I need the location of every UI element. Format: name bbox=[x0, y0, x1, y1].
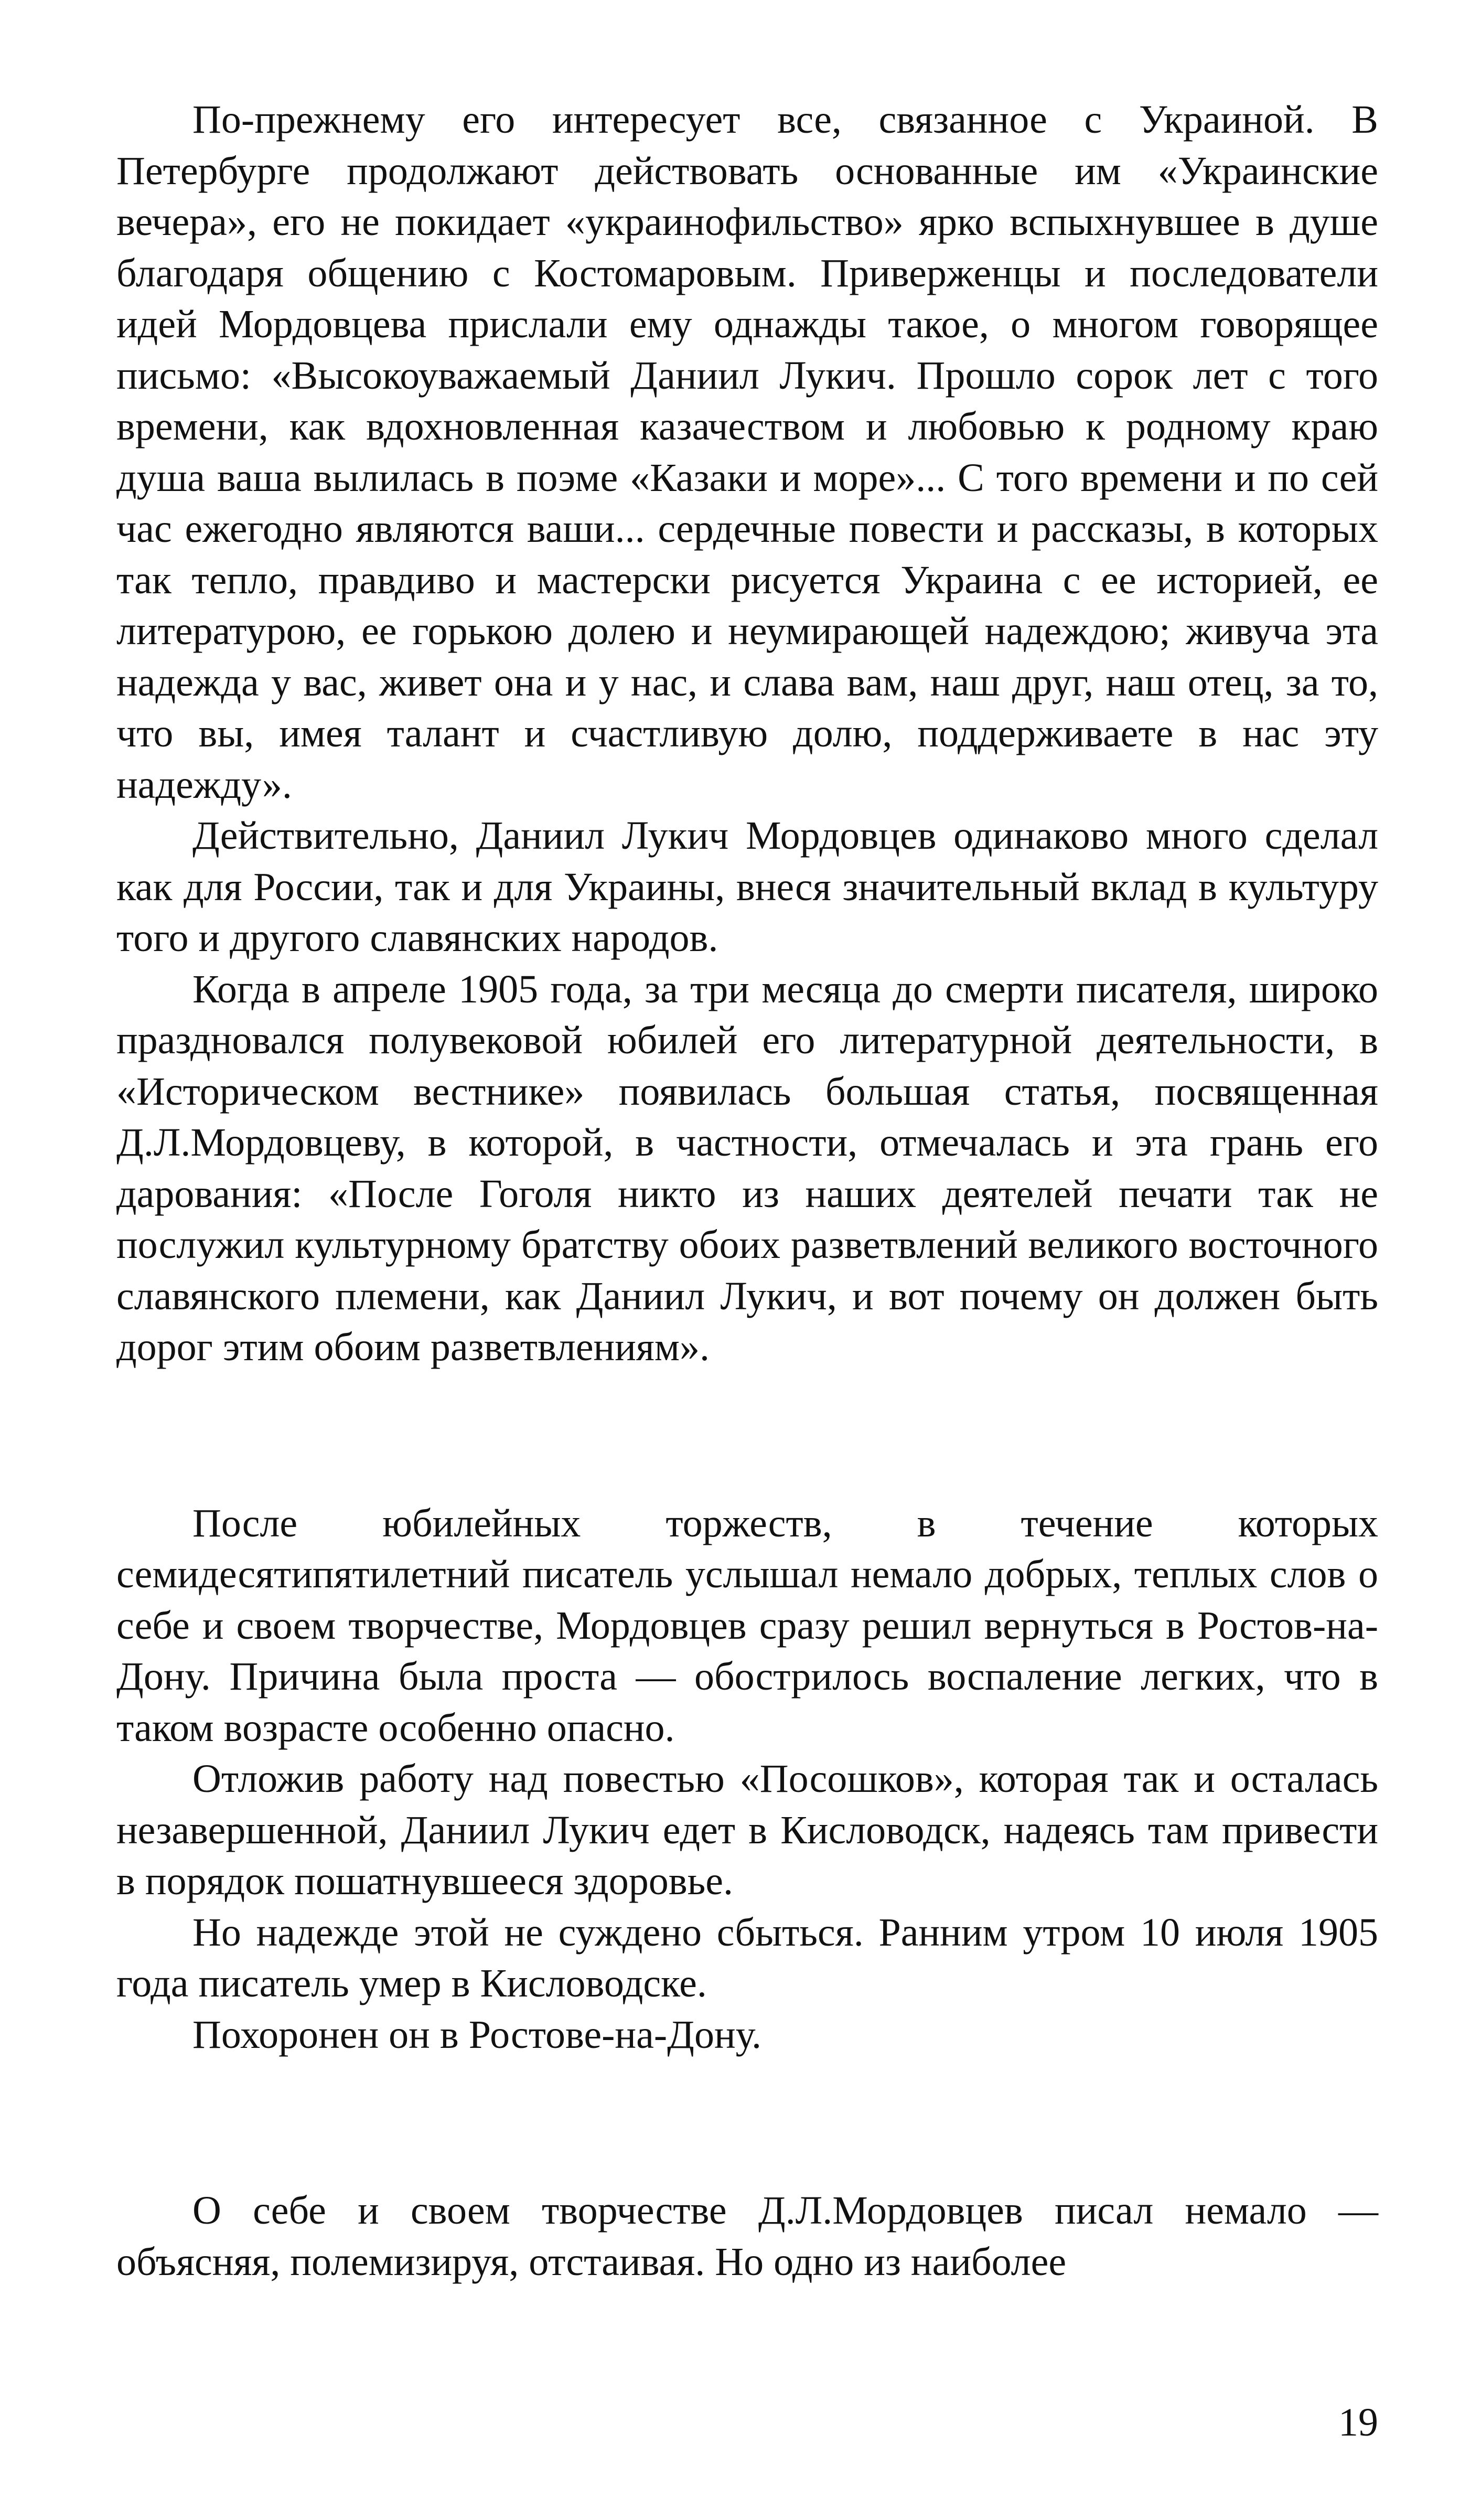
paragraph: Когда в апреле 1905 года, за три месяца до смерти писателя, широко праздновался полувековой юбилей его литературной деятельности, в «Историческом вестнике» появилась большая статья, посвященная Д.Л.Мордовцеву, в которой, в частности, отмечалась и эта грань его дарования: «После Гоголя никто из наших деятелей печати так не послужил культурному братству обоих разветвлений великого восточного славянского племени, как Даниил Лукич, и вот почему он должен быть дорог этим обоим разветвлениям». bbox=[116, 967, 1378, 1369]
section-break bbox=[116, 1373, 1378, 1498]
page-body bbox=[116, 94, 1378, 2288]
section-break bbox=[116, 2060, 1378, 2185]
paragraph: О себе и своем творчестве Д.Л.Мордовцев писал немало — объясняя, полемизируя, отстаивая. Но одно из наиболее bbox=[116, 2188, 1378, 2284]
paragraph: После юбилейных торжеств, в течение которых семидесятипятилетний писатель услышал немало добрых, теплых слов о себе и своем творчестве, Мордовцев сразу решил вернуться в Ростов-на-Дону. Причина была проста — обострилось воспаление легких, что в таком возрасте особенно опасно. bbox=[116, 1501, 1378, 1750]
page-number: 19 bbox=[1338, 2400, 1378, 2444]
paragraph: Действительно, Даниил Лукич Мордовцев одинаково много сделал как для России, так и для Украины, внеся значительный вклад в культуру того и другого славянских народов. bbox=[116, 814, 1378, 960]
paragraph: По-прежнему его интересует все, связанное с Украиной. В Петербурге продолжают действовать основанные им «Украинские вечера», его не покидает «украинофильство» ярко вспыхнувшее в душе благодаря общению с Костомаровым. Приверженцы и последователи идей Мордовцева прислали ему однажды такое, о многом говорящее письмо: «Высокоуважаемый Даниил Лукич. Прошло сорок лет с того времени, как вдохновленная казачеством и любовью к родному краю душа ваша вылилась в поэме «Казаки и море»... С того времени и по сей час ежегодно являются ваши... сердечные повести и рассказы, в которых так тепло, правдиво и мастерски рисуется Украина с ее историей, ее литературою, ее горькою долею и неумирающей надеждою; живуча эта надежда у вас, живет она и у нас, и слава вам, наш друг, наш отец, за то, что вы, имея талант и счастливую долю, поддерживаете в нас эту надежду». bbox=[116, 98, 1378, 807]
paragraph: Похоронен он в Ростове-на-Дону. bbox=[192, 2012, 762, 2057]
paragraph: Отложив работу над повестью «Посошков», которая так и осталась незавершенной, Даниил Лукич едет в Кисловодск, надеясь там привести в порядок пошатнувшееся здоровье. bbox=[116, 1757, 1378, 1903]
paragraph: Но надежде этой не суждено сбыться. Ранним утром 10 июля 1905 года писатель умер в Кисловодске. bbox=[116, 1910, 1378, 2005]
